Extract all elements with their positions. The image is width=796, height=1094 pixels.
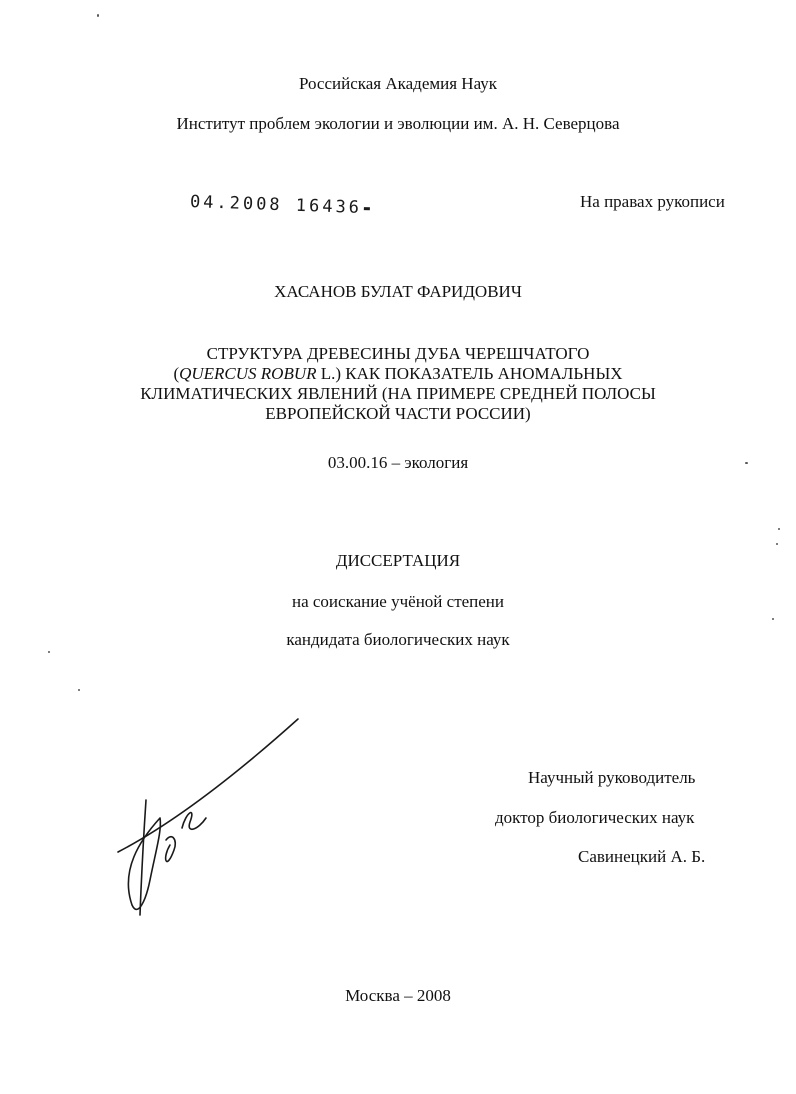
scan-speck [745,462,748,464]
title-line-1: СТРУКТУРА ДРЕВЕСИНЫ ДУБА ЧЕРЕШЧАТОГО [206,344,590,363]
title-paren: ( [173,364,180,383]
stamp-number: 04.2008 16436 [189,192,363,218]
scan-speck [48,651,50,653]
degree-line-1: на соискание учёной степени [291,592,505,611]
author-name: ХАСАНОВ БУЛАТ ФАРИДОВИЧ [274,282,522,301]
degree-line-2: кандидата биологических наук [286,630,510,649]
title-line-3: КЛИМАТИЧЕСКИХ ЯВЛЕНИЙ (НА ПРИМЕРЕ СРЕДНЕЙ ПОЛОСЫ [140,384,656,403]
supervisor-name: Савинецкий А. Б. [578,847,706,866]
supervisor-role: Научный руководитель [528,768,696,787]
title-latin-name: QUERCUS ROBUR [179,364,317,383]
scan-speck [778,528,780,530]
institute-name: Институт проблем экологии и эволюции им. А. Н. Северцова [176,114,620,133]
scan-speck [97,14,99,17]
title-line-4: ЕВРОПЕЙСКОЙ ЧАСТИ РОССИИ) [265,404,531,423]
title-line-2-rest: L.) КАК ПОКАЗАТЕЛЬ АНОМАЛЬНЫХ [316,364,623,383]
supervisor-degree: доктор биологических наук [495,808,695,827]
signature-small-loop [166,837,176,862]
specialty-code: 03.00.16 – экология [327,453,469,472]
academy-name: Российская Академия Наук [298,74,498,93]
signature-tail [182,813,206,830]
scan-speck [776,543,778,545]
city-year: Москва – 2008 [345,986,451,1005]
scan-speck [78,689,80,691]
signature-long-stroke [118,719,298,852]
scan-speck [772,618,774,620]
work-type: ДИССЕРТАЦИЯ [335,551,461,570]
rights-note: На правах рукописи [580,192,725,211]
